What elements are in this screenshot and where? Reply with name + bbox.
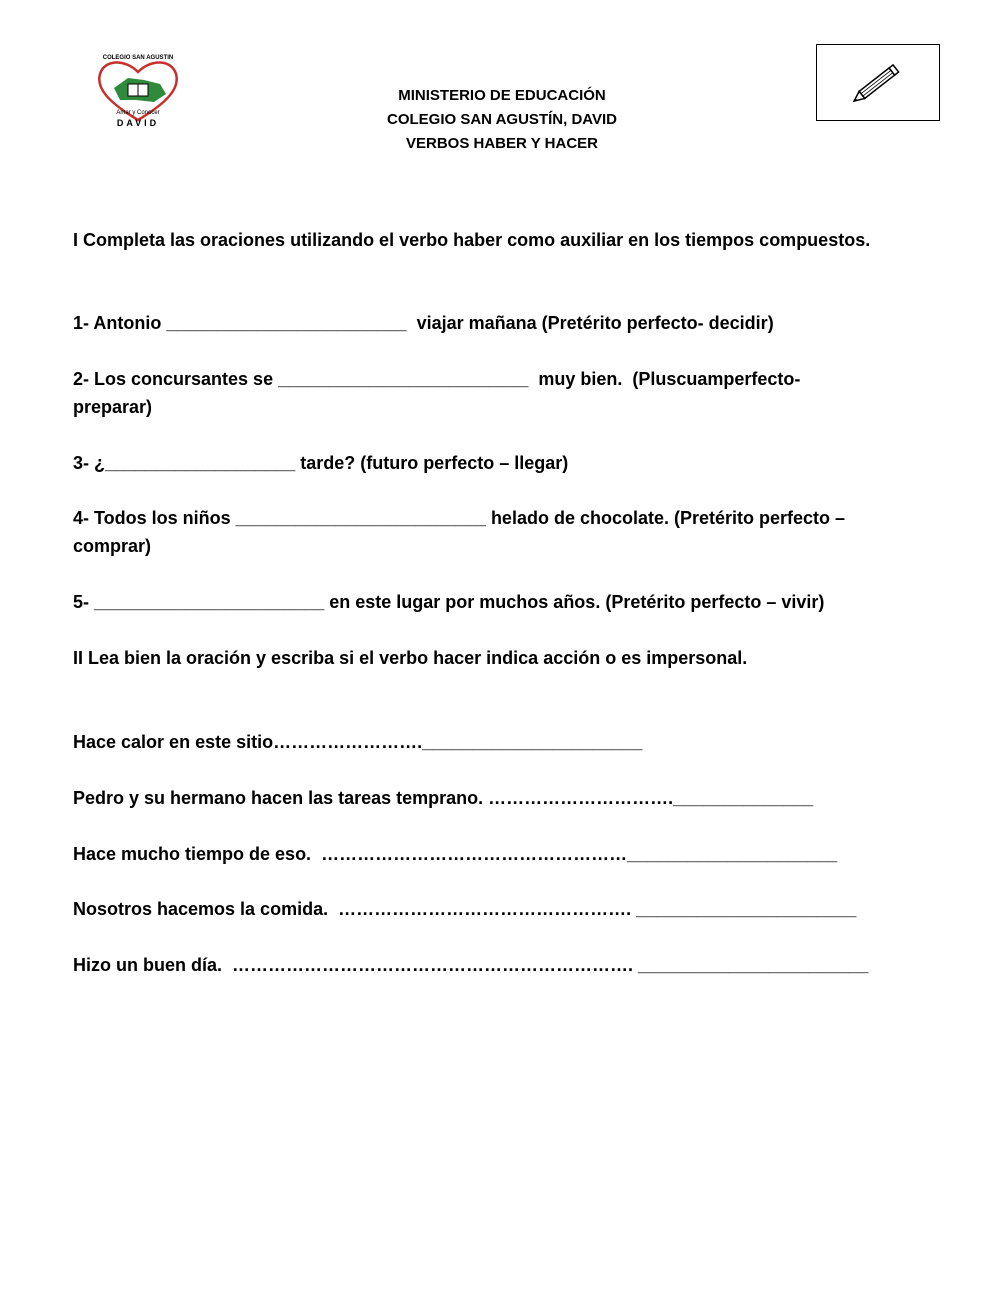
header-title: VERBOS HABER Y HACER: [406, 135, 598, 152]
exercise-item-2: 2- Los concursantes se _________________________ muy bien. (Pluscuamperfecto-: [73, 369, 801, 389]
logo-arc-text: COLEGIO SAN AGUSTIN: [102, 55, 174, 61]
hacer-item-1: Hace calor en este sitio…………………….______________________: [73, 732, 643, 752]
school-logo: [88, 50, 188, 130]
header-ministry: MINISTERIO DE EDUCACIÓN: [398, 87, 606, 104]
logo-motto: Amar y Conocer: [116, 110, 160, 116]
exercise-item-4-continued: comprar): [73, 536, 152, 556]
document-header: [300, 84, 704, 156]
logo-city: DAVID: [116, 118, 160, 128]
section2-instruction: II Lea bien la oración y escriba si el verbo hacer indica acción o es impersonal.: [73, 648, 748, 668]
exercise-item-4: 4- Todos los niños _________________________ helado de chocolate. (Pretérito perfecto –: [73, 508, 846, 528]
exercise-item-3: 3- ¿___________________ tarde? (futuro perfecto – llegar): [73, 453, 569, 473]
exercise-item-2-continued: preparar): [73, 397, 153, 417]
hacer-item-5: Hizo un buen día. …………………………………………………………. _______________________: [73, 955, 869, 975]
hacer-item-2: Pedro y su hermano hacen las tareas temprano. ………………………….______________: [73, 788, 814, 808]
section1-instruction: I Completa las oraciones utilizando el verbo haber como auxiliar en los tiempos compuestos.: [73, 230, 871, 250]
pencil-icon: [846, 58, 910, 108]
exercise-item-1: 1- Antonio ________________________ viajar mañana (Pretérito perfecto- decidir): [73, 313, 774, 333]
hacer-item-4: Nosotros hacemos la comida. …………………………………………. ______________________: [73, 899, 857, 919]
pencil-box: [816, 44, 940, 121]
exercise-item-5: 5- _______________________ en este lugar por muchos años. (Pretérito perfecto – vivir): [73, 592, 825, 612]
hacer-item-3: Hace mucho tiempo de eso. ……………………………………………_____________________: [73, 844, 838, 864]
header-school: COLEGIO SAN AGUSTÍN, DAVID: [386, 111, 617, 128]
